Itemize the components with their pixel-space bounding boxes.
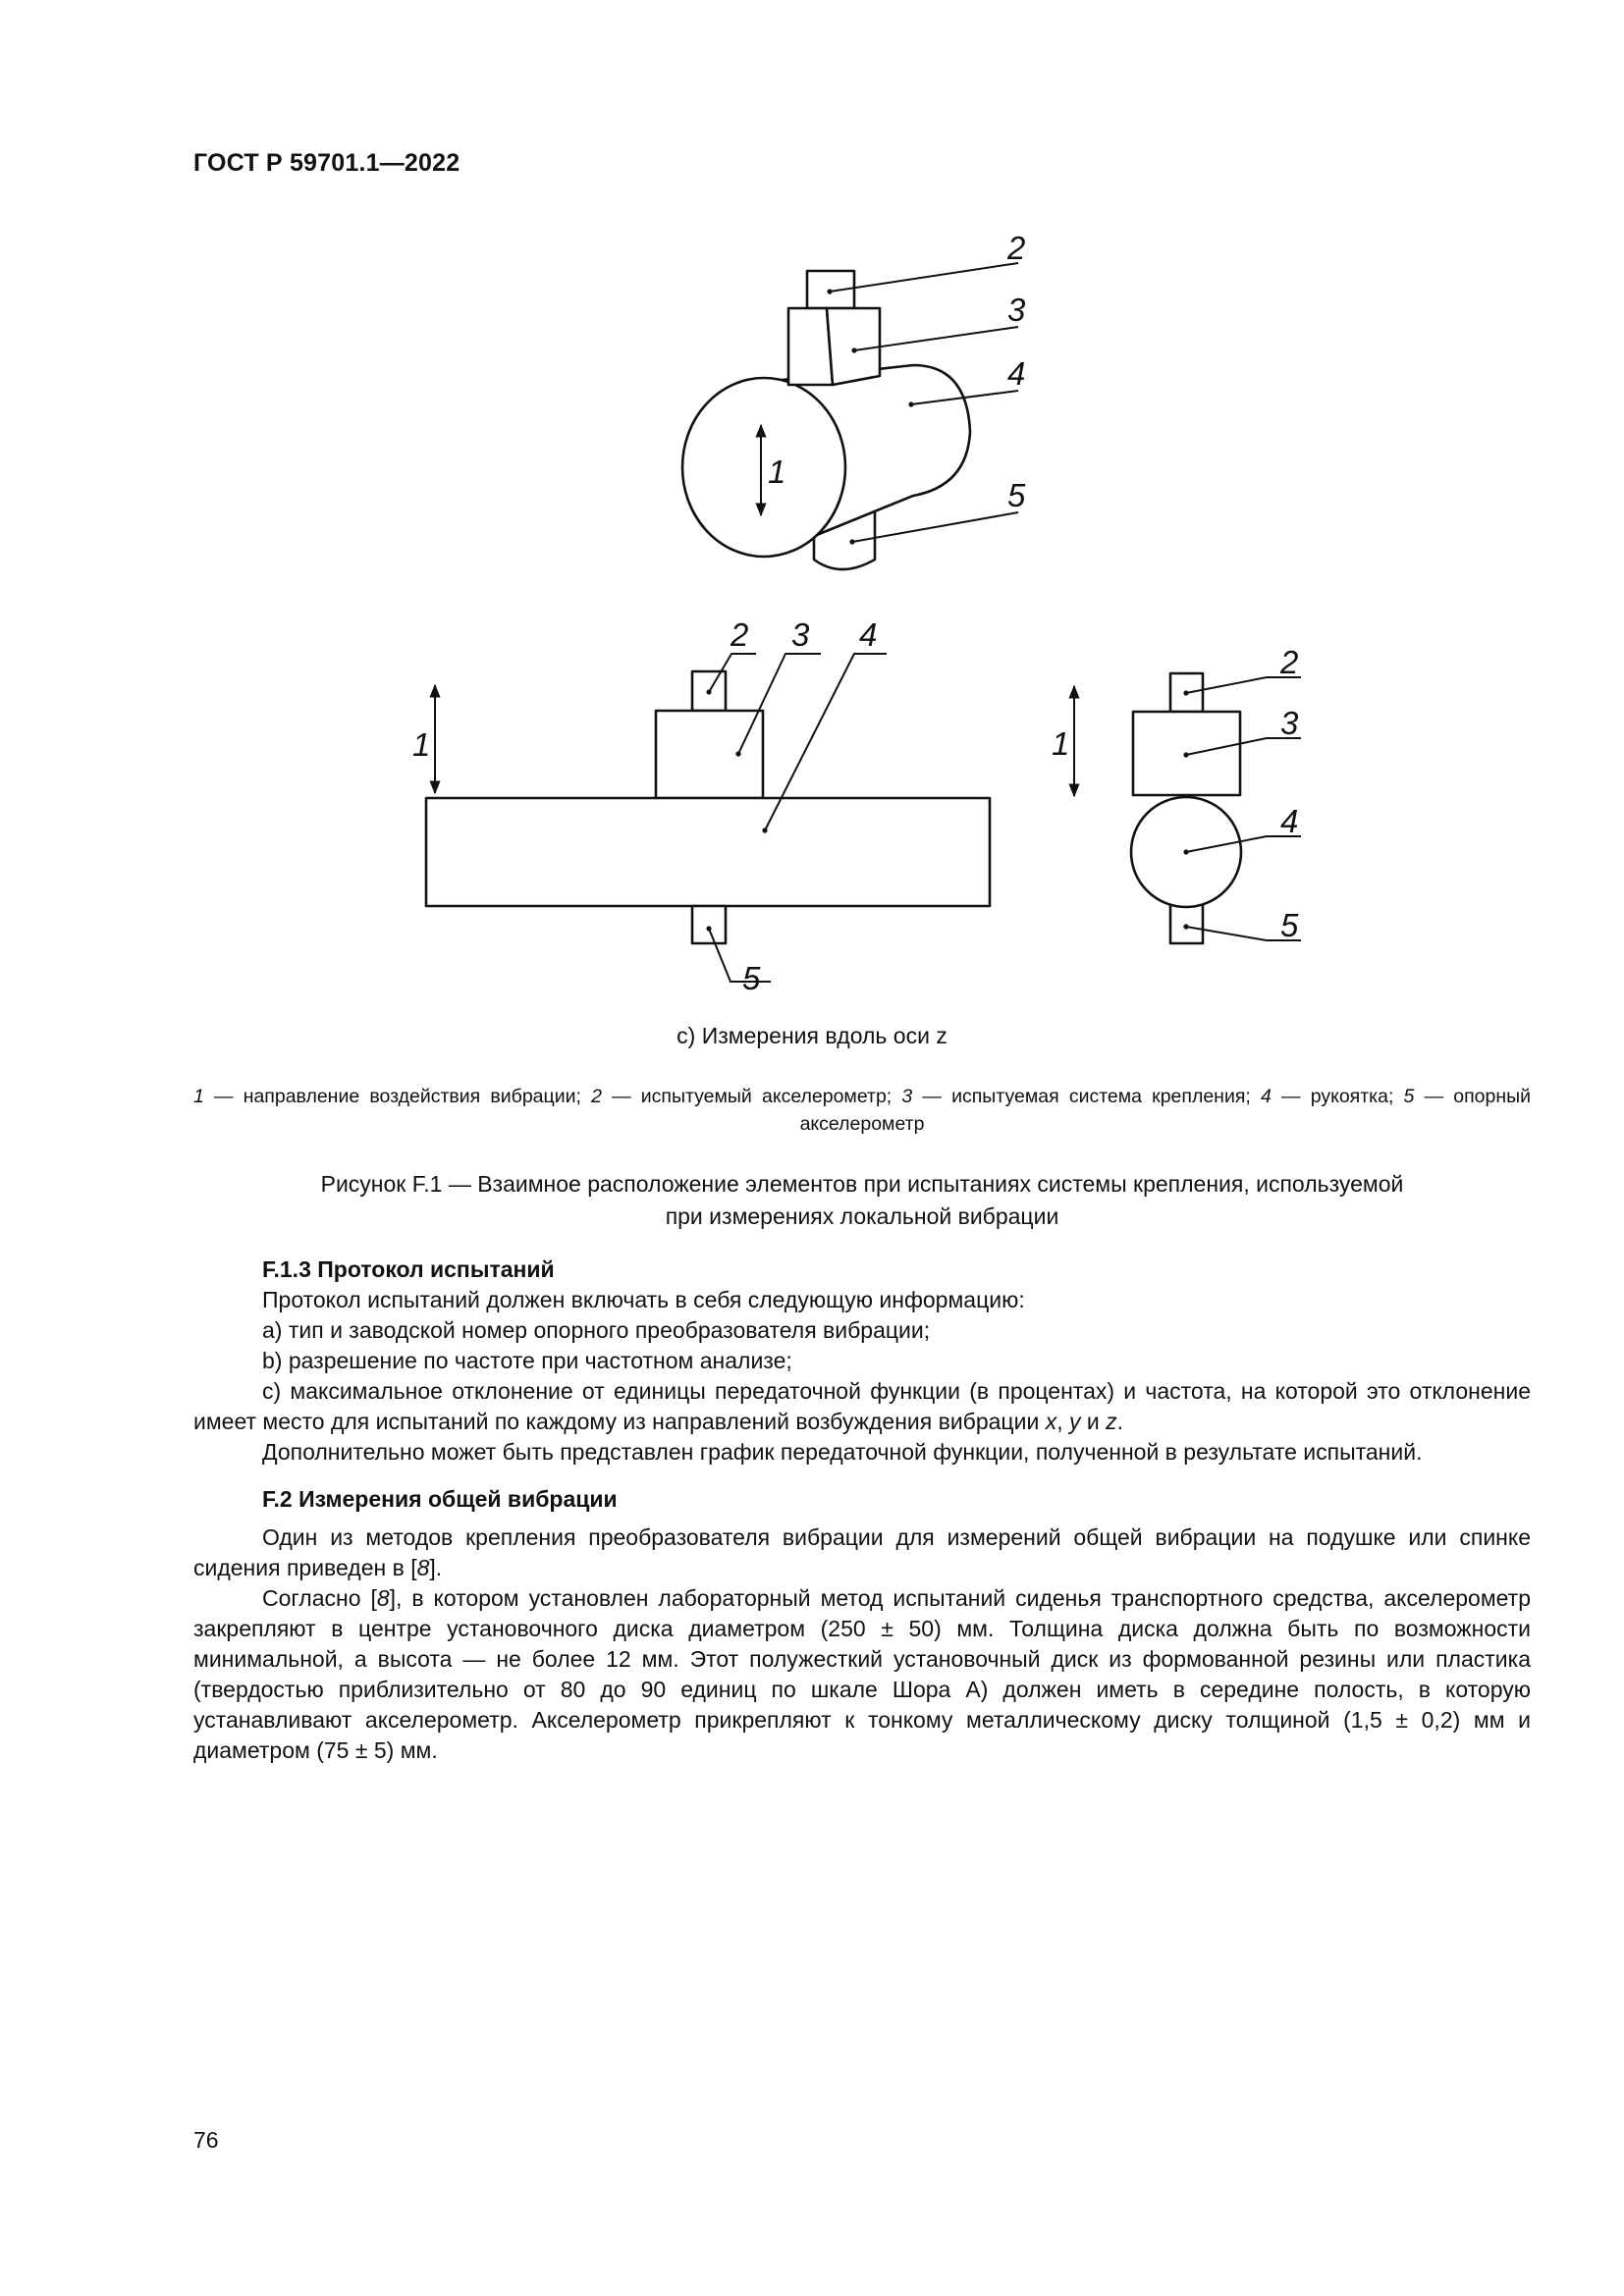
axis-y: y — [1068, 1409, 1081, 1434]
iso-label-2: 2 — [1007, 230, 1026, 266]
end-label-1: 1 — [1052, 725, 1070, 762]
iso-label-4: 4 — [1007, 355, 1026, 392]
isometric-view — [682, 230, 1026, 569]
legend-num-2: 2 — [591, 1086, 602, 1107]
f2-p1-text-b: ]. — [429, 1555, 443, 1580]
item-c-sep: , — [1056, 1409, 1069, 1434]
item-c-and: и — [1080, 1409, 1107, 1434]
legend-text-3: — испытуемая система крепления; — [912, 1086, 1261, 1107]
end-label-4: 4 — [1280, 803, 1299, 839]
item-c-end: . — [1116, 1409, 1123, 1434]
end-view — [1052, 644, 1301, 943]
iso-label-3: 3 — [1007, 292, 1026, 328]
figure-caption — [193, 1168, 1531, 1233]
side-view — [412, 616, 990, 996]
legend-text-5: — опорный акселерометр — [799, 1086, 1532, 1135]
axis-z: z — [1106, 1409, 1117, 1434]
section-f2-p2 — [193, 1583, 1531, 1766]
iso-label-1: 1 — [768, 454, 786, 490]
side-label-3: 3 — [791, 616, 810, 653]
side-label-2: 2 — [731, 616, 749, 653]
figure-f1-drawing — [0, 0, 1624, 1001]
section-f13-p1: Протокол испытаний должен включать в себя следующую информацию: — [262, 1287, 1025, 1312]
legend-num-3: 3 — [901, 1086, 913, 1107]
body-text — [193, 1255, 1531, 1766]
legend-num-4: 4 — [1261, 1086, 1272, 1107]
iso-mount-front — [788, 308, 833, 385]
figure-caption-line-2: при измерениях локальной вибрации — [665, 1203, 1059, 1229]
section-f13-p5: Дополнительно может быть представлен график передаточной функции, полученной в результате испытаний. — [262, 1439, 1423, 1465]
figure-subcaption: с) Измерения вдоль оси z — [677, 1023, 947, 1048]
section-f2-heading: F.2 Измерения общей вибрации — [262, 1486, 618, 1512]
side-reference-accelerometer — [692, 906, 726, 943]
end-label-3: 3 — [1280, 705, 1299, 741]
reference-8-second: 8 — [376, 1585, 390, 1611]
document-header: ГОСТ Р 59701.1—2022 — [193, 149, 460, 177]
page-number: 76 — [193, 2127, 219, 2153]
iso-label-5: 5 — [1007, 477, 1026, 513]
legend-num-1: 1 — [193, 1086, 204, 1107]
section-f13-item-b: b) разрешение по частоте при частотном анализе; — [262, 1348, 792, 1373]
side-handle — [426, 798, 990, 906]
axis-x: x — [1045, 1409, 1057, 1434]
item-c-text: с) максимальное отклонение от единицы передаточной функции (в процентах) и частота, на которой это отклонение имеет место для испытаний по каждому из направлений возбуждения вибрации — [193, 1378, 1531, 1434]
side-label-5: 5 — [742, 960, 761, 996]
end-label-2: 2 — [1280, 644, 1299, 680]
legend-text-1: — направление воздействия вибрации; — [203, 1086, 592, 1107]
side-label-1: 1 — [412, 726, 431, 763]
section-f2-p1 — [193, 1522, 1531, 1583]
legend-text-2: — испытуемый акселерометр; — [601, 1086, 902, 1107]
f2-p2-text-a: Согласно [ — [262, 1585, 377, 1611]
side-mount — [656, 711, 763, 798]
reference-8: 8 — [416, 1555, 430, 1580]
section-f13-item-c — [193, 1376, 1531, 1437]
f2-p1-text-a: Один из методов крепления преобразователя вибрации для измерений общей вибрации на подушке или спинке сидения приведен в [ — [193, 1524, 1531, 1580]
iso-mount-side — [827, 308, 880, 385]
figure-caption-line-1: Рисунок F.1 — Взаимное расположение элементов при испытаниях системы крепления, используемой — [320, 1171, 1404, 1197]
section-f13-heading: F.1.3 Протокол испытаний — [262, 1256, 555, 1282]
iso-handle-end — [682, 378, 845, 557]
legend-num-5: 5 — [1403, 1086, 1415, 1107]
f2-p2-text-b: ], в котором установлен лабораторный метод испытаний сиденья транспортного средства, акселерометр закрепляют в центре установочного диска диаметром (250 ± 50) мм. Толщина диска должна быть по возможности минимальной, а высота — не более 12 мм. Этот полужесткий установочный диск из формованной резины или пластика (твердостью приблизительно от 80 до 90 единиц по шкале Шора А) должен иметь в середине полость, в которую устанавливают акселерометр. Акселерометр прикрепляют к тонкому металлическому диску толщиной (1,5 ± 0,2) мм и диаметром (75 ± 5) мм. — [193, 1585, 1531, 1763]
figure-legend — [193, 1083, 1531, 1138]
end-label-5: 5 — [1280, 907, 1299, 943]
side-label-4: 4 — [859, 616, 878, 653]
section-f13-item-a: а) тип и заводской номер опорного преобразователя вибрации; — [262, 1317, 931, 1343]
legend-text-4: — рукоятка; — [1271, 1086, 1394, 1107]
